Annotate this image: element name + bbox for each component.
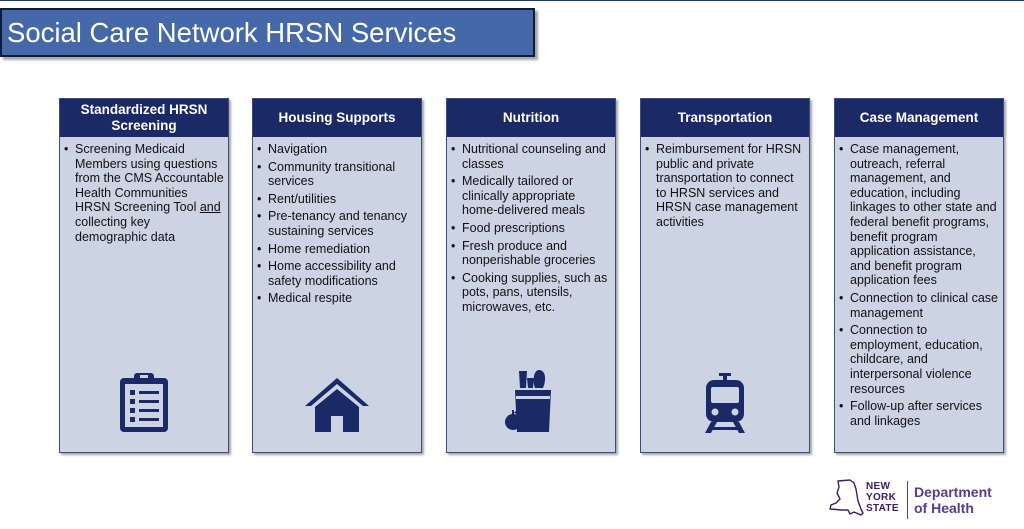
house-icon <box>253 376 421 434</box>
slide-title: Social Care Network HRSN Services <box>0 8 535 57</box>
card-housing-supports <box>252 98 422 453</box>
card-standardized-hrsn-screening <box>59 98 229 453</box>
top-rule <box>0 0 1024 1</box>
clipboard-checklist-icon <box>60 372 228 434</box>
list-item: • Reimbursement for HRSN public and private transportation to connect to HRSN services and HRSN case management activities <box>645 142 806 230</box>
list-item: • Community transitional services <box>257 160 418 189</box>
new-york-state-wordmark: NEW YORK STATE <box>866 481 899 514</box>
list-item: • Connection to employment, education, childcare, and interpersonal violence resources <box>839 323 1000 396</box>
bullet-list <box>60 137 228 244</box>
new-york-state-map-icon <box>828 479 864 519</box>
list-item: • Fresh produce and nonperishable groceries <box>451 239 612 268</box>
nys-doh-logo <box>828 477 1008 523</box>
list-item: • Nutritional counseling and classes <box>451 142 612 171</box>
list-item: • Food prescriptions <box>451 221 612 236</box>
list-item: • Connection to clinical case management <box>839 291 1000 320</box>
list-item: • Home remediation <box>257 242 418 257</box>
list-item: • Medically tailored or clinically appropriate home-delivered meals <box>451 174 612 218</box>
bullet-list <box>447 137 615 315</box>
card-nutrition <box>446 98 616 453</box>
bullet-list <box>835 137 1003 428</box>
grocery-bag-icon <box>447 368 615 434</box>
card-header: Housing Supports <box>253 99 421 137</box>
list-item: • Case management, outreach, referral management, and education, including linkages to other state and federal benefit programs, benefit program application assistance, and benefit program application fees <box>839 142 1000 288</box>
card-header: Transportation <box>641 99 809 137</box>
train-icon <box>641 372 809 434</box>
card-header: Case Management <box>835 99 1003 137</box>
card-header: Nutrition <box>447 99 615 137</box>
list-item: • Rent/utilities <box>257 192 418 207</box>
list-item: • Cooking supplies, such as pots, pans, utensils, microwaves, etc. <box>451 271 612 315</box>
card-header: Standardized HRSN Screening <box>60 99 228 137</box>
department-of-health-wordmark: Department of Health <box>914 484 992 516</box>
list-item: • Screening Medicaid Members using questions from the CMS Accountable Health Communities HRSN Screening Tool and collecting key demographic data <box>64 142 225 244</box>
bullet-list <box>641 137 809 230</box>
list-item: • Medical respite <box>257 291 418 306</box>
list-item: • Follow-up after services and linkages <box>839 399 1000 428</box>
bullet-list <box>253 137 421 306</box>
card-case-management <box>834 98 1004 453</box>
list-item: • Home accessibility and safety modifications <box>257 259 418 288</box>
card-transportation <box>640 98 810 453</box>
logo-divider <box>907 481 908 519</box>
list-item: • Pre-tenancy and tenancy sustaining services <box>257 209 418 238</box>
list-item: • Navigation <box>257 142 418 157</box>
